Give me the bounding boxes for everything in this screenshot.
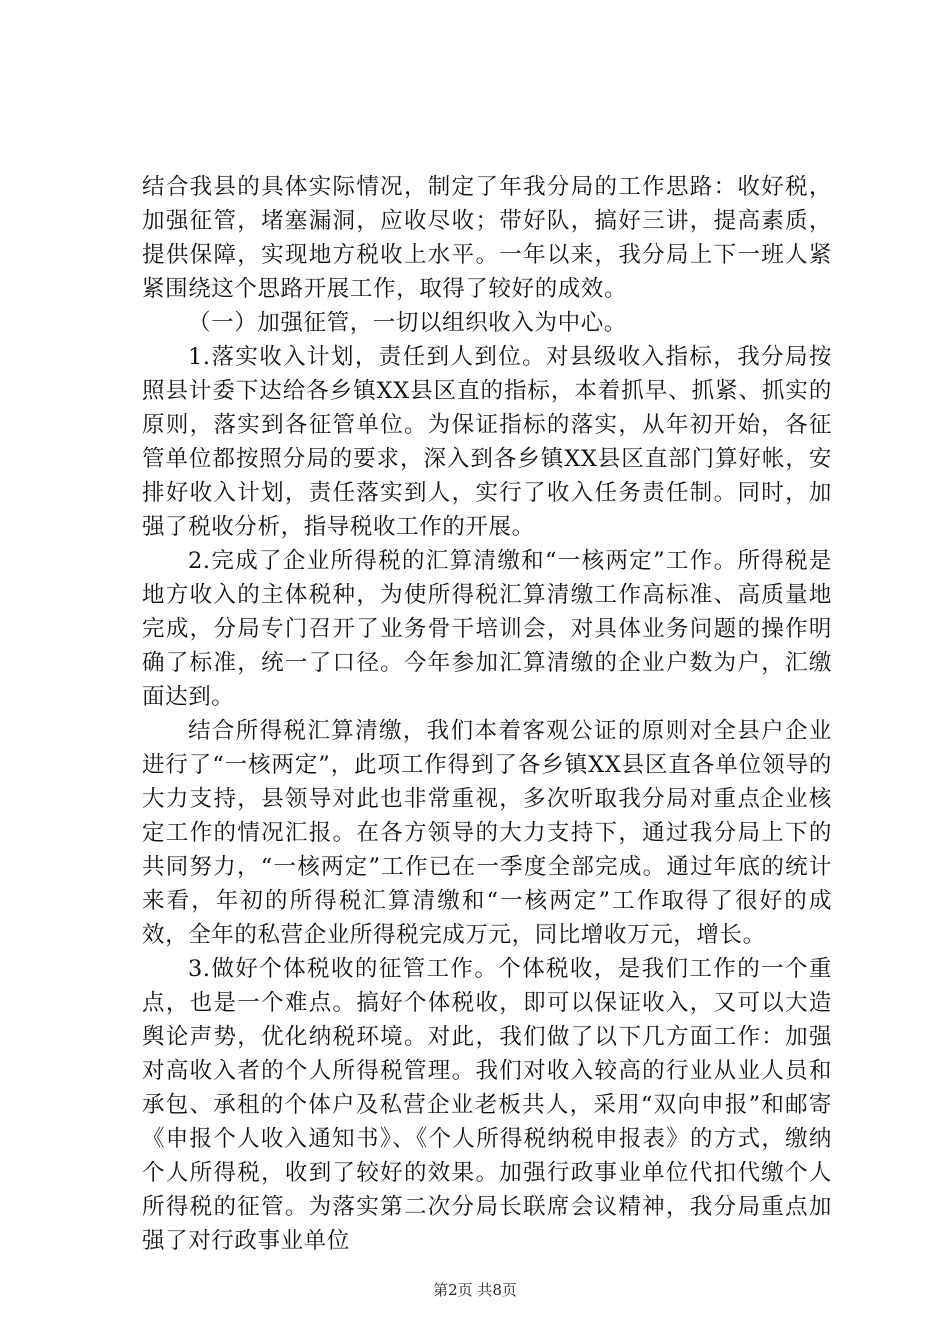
paragraph-enterprise-income-tax: 2.完成了企业所得税的汇算清缴和“一核两定”工作。所得税是地方收入的主体税种，为使所得税汇算清缴工作高标准、高质量地完成，分局专门召开了业务骨干培训会，对具体业务问题的操作明确了标准，统一了口径。今年参加汇算清缴的企业户数为户，汇缴面达到。	[142, 548, 832, 710]
document-body	[142, 170, 832, 1258]
section-heading-strengthen-collection: （一）加强征管，一切以组织收入为中心。	[188, 310, 627, 336]
paragraph-individual-tax: 3.做好个体税收的征管工作。个体税收，是我们工作的一个重点，也是一个难点。搞好个体税收，即可以保证收入，又可以大造舆论声势，优化纳税环境。对此，我们做了以下几方面工作：加强对高收入者的个人所得税管理。我们对收入较高的行业从业人员和承包、承租的个体户及私营企业老板共人，采用“双向申报”和邮寄《申报个人收入通知书》、《个人所得税纳税申报表》的方式，缴纳个人所得税，收到了较好的效果。加强行政事业单位代扣代缴个人所得税的征管。为落实第二次分局长联席会议精神，我分局重点加强了对行政事业单位	[142, 956, 832, 1254]
paragraph-one-verify-two-determine: 结合所得税汇算清缴，我们本着客观公证的原则对全县户企业进行了“一核两定”，此项工作得到了各乡镇XX县区直各单位领导的大力支持，县领导对此也非常重视，多次听取我分局对重点企业核定工作的情况汇报。在各方领导的大力支持下，通过我分局上下的共同努力，“一核两定”工作已在一季度全部完成。通过年底的统计来看，年初的所得税汇算清缴和“一核两定”工作取得了很好的成效，全年的私营企业所得税完成万元，同比增收万元，增长。	[142, 718, 832, 948]
page-number-footer: 第2页 共8页	[433, 1281, 517, 1299]
paragraph-revenue-plan: 1.落实收入计划，责任到人到位。对县级收入指标，我分局按照县计委下达给各乡镇XX县区直的指标，本着抓早、抓紧、抓实的原则，落实到各征管单位。为保证指标的落实，从年初开始，各征管单位都按照分局的要求，深入到各乡镇XX县区直部门算好帐，安排好收入计划，责任落实到人，实行了收入任务责任制。同时，加强了税收分析，指导税收工作的开展。	[142, 344, 832, 540]
paragraph-work-approach: 结合我县的具体实际情况，制定了年我分局的工作思路：收好税，加强征管，堵塞漏洞，应收尽收；带好队，搞好三讲，提高素质，提供保障，实现地方税收上水平。一年以来，我分局上下一班人紧紧围绕这个思路开展工作，取得了较好的成效。	[142, 174, 832, 302]
